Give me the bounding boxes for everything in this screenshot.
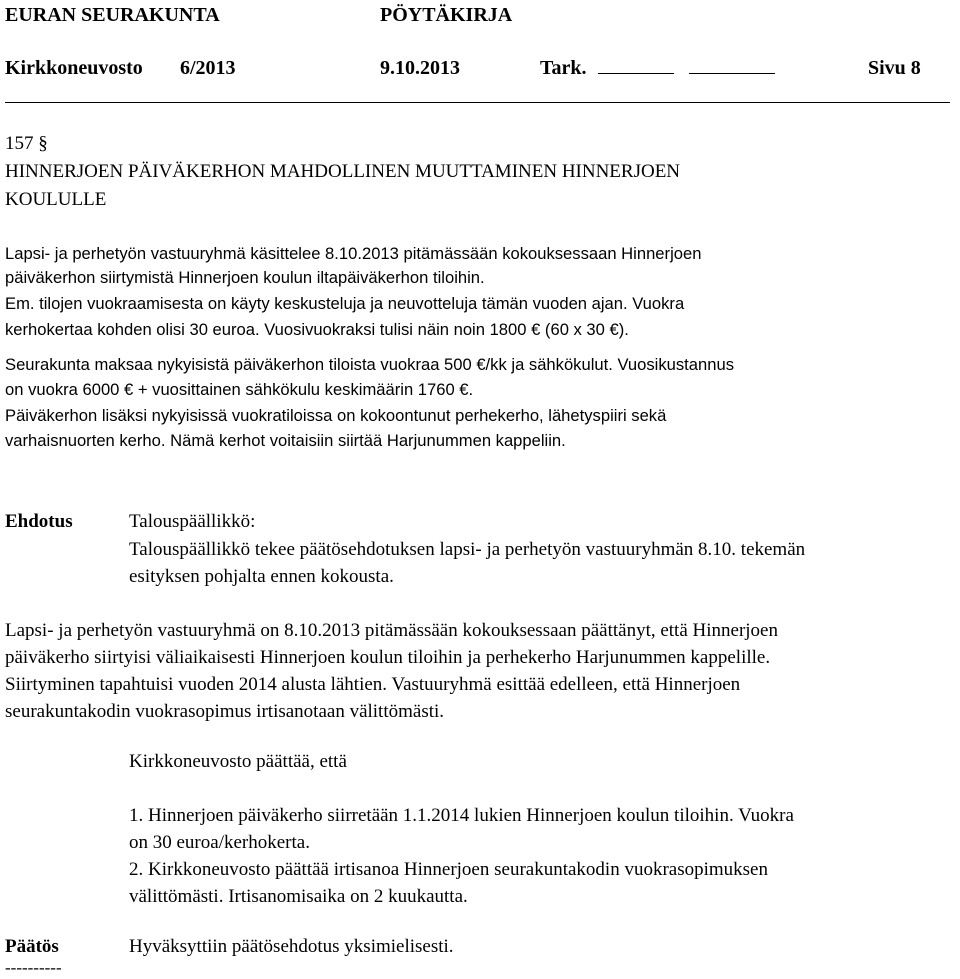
meeting-date: 9.10.2013 [380,57,460,79]
group-decision-line: Siirtyminen tapahtuisi vuoden 2014 alusta lähtien. Vastuuryhmä esittää edelleen, että Hinnerjoen [5,674,741,695]
checker-signature-line-2 [689,72,775,74]
background-line: kerhokertaa kohden olisi 30 euroa. Vuosivuokraksi tulisi näin noin 1800 € (60 x 30 €). [5,320,629,339]
proposal-role: Talouspäällikkö: [129,511,256,532]
section-title-line-2: KOULULLE [5,189,107,210]
decision-label: Päätös [5,936,59,957]
background-line: Em. tilojen vuokraamisesta on käyty keskusteluja ja neuvotteluja tämän vuoden ajan. Vuokra [5,294,685,313]
end-separator: ---------- [5,958,62,977]
background-line: päiväkerhon siirtymistä Hinnerjoen koulun iltapäiväkerhon tiloihin. [5,268,485,287]
background-line: on vuokra 6000 € + vuosittainen sähkökulu keskimäärin 1760 €. [5,380,474,399]
meeting-body: Kirkkoneuvosto [5,57,143,79]
meeting-number: 6/2013 [180,57,236,79]
check-label: Tark. [540,57,775,80]
org-name: EURAN SEURAKUNTA [5,4,220,26]
council-intro: Kirkkoneuvosto päättää, että [129,751,347,772]
council-item-1-line-2: on 30 euroa/kerhokerta. [129,832,310,853]
section-title-line-1: HINNERJOEN PÄIVÄKERHON MAHDOLLINEN MUUTTAMINEN HINNERJOEN [5,161,681,182]
background-line: Päiväkerhon lisäksi nykyisissä vuokratiloissa on kokoontunut perhekerho, lähetyspiiri sekä [5,406,667,425]
proposal-label: Ehdotus [5,511,73,532]
council-item-2-line-1: 2. Kirkkoneuvosto päättää irtisanoa Hinnerjoen seurakuntakodin vuokrasopimuksen [129,859,768,880]
header-divider [5,102,950,103]
decision-text: Hyväksyttiin päätösehdotus yksimielisesti. [129,936,454,957]
council-item-2-line-2: välittömästi. Irtisanomisaika on 2 kuukautta. [129,886,468,907]
background-line: Seurakunta maksaa nykyisistä päiväkerhon tiloista vuokraa 500 €/kk ja sähkökulut. Vuosikustannus [5,355,734,374]
council-item-1-line-1: 1. Hinnerjoen päiväkerho siirretään 1.1.2014 lukien Hinnerjoen koulun tiloihin. Vuokra [129,805,794,826]
background-line: varhaisnuorten kerho. Nämä kerhot voitaisiin siirtää Harjunummen kappeliin. [5,431,566,450]
page-number: Sivu 8 [868,57,921,79]
proposal-text-line-1: Talouspäällikkö tekee päätösehdotuksen lapsi- ja perhetyön vastuuryhmän 8.10. tekemän [129,539,806,560]
group-decision-line: Lapsi- ja perhetyön vastuuryhmä on 8.10.2013 pitämässään kokouksessaan päättänyt, että Hinnerjoen [5,620,778,641]
group-decision-line: seurakuntakodin vuokrasopimus irtisanotaan välittömästi. [5,701,445,722]
background-line: Lapsi- ja perhetyön vastuuryhmä käsittelee 8.10.2013 pitämässään kokouksessaan Hinnerjoen [5,244,702,263]
checker-signature-line-1 [598,72,674,74]
proposal-text-line-2: esityksen pohjalta ennen kokousta. [129,566,394,587]
document-type: PÖYTÄKIRJA [380,4,513,26]
group-decision-line: päiväkerho siirtyisi väliaikaisesti Hinnerjoen koulun tiloihin ja perhekerho Harjunummen kappelille. [5,647,771,668]
section-number: 157 § [5,133,48,154]
